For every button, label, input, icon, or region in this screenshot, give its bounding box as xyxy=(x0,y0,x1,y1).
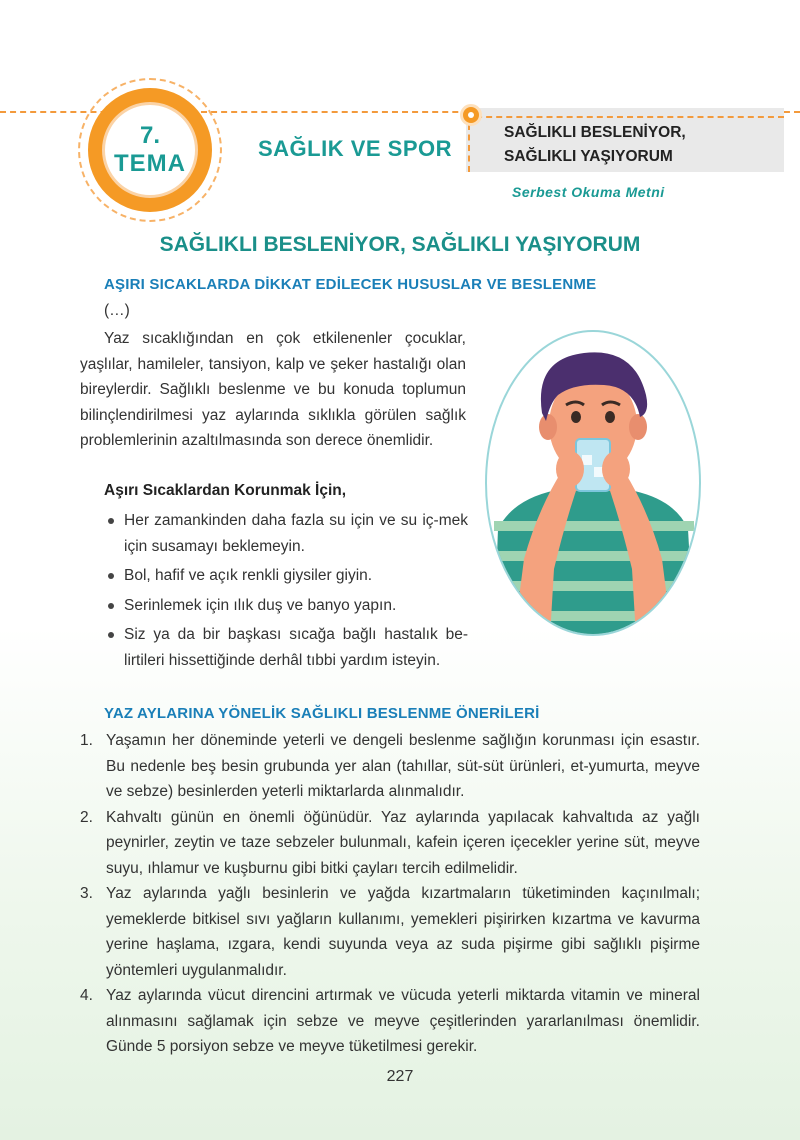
ellipsis: (…) xyxy=(104,302,130,319)
reading-title-text xyxy=(504,121,686,169)
item-text: Yaşamın her döneminde yeterli ve dengeli beslenme sağlığın korunması için esastır. Bu nedenle beş besin grubunda yer alan (tahıllar, süt-süt ürünleri, et-yumurta, meyve ve sebze) besinlerden yeterli miktarlarda alınmalıdır. xyxy=(106,732,700,800)
theme-title: SAĞLIK VE SPOR xyxy=(258,136,453,161)
list-item xyxy=(80,728,700,805)
reading-title-line2: SAĞLIKLI YAŞIYORUM xyxy=(504,148,673,165)
page-title: SAĞLIKLI BESLENİYOR, SAĞLIKLI YAŞIYORUM xyxy=(159,233,641,256)
section1-heading: AŞIRI SICAKLARDA DİKKAT EDİLECEK HUSUSLAR VE BESLENME xyxy=(104,276,597,293)
item-text: Kahvaltı günün en önemli öğünüdür. Yaz aylarında yapılacak kahvaltıda az yağlı peynirler, zeytin ve taze sebzeler bulunmalı, kafein içeren içecekler yerine süt, meyve suyu, ıhlamur ve kuşburnu gibi bitki çayları tercih edilmelidir. xyxy=(106,808,700,877)
page-number: 227 xyxy=(386,1068,414,1085)
protection-subheading: Aşırı Sıcaklardan Korunmak İçin, xyxy=(104,482,347,499)
title-box-vertical-dash xyxy=(468,124,470,172)
theme-badge-inner xyxy=(102,102,198,198)
list-item xyxy=(80,983,700,1060)
protection-list xyxy=(104,508,468,677)
item-number: 4. xyxy=(80,987,93,1004)
section1-paragraph: Yaz sıcaklığından en çok etkilenenler çocuklar, yaşlılar, hamileler, tansiyon, kalp ve şeker hastalığı olan bireylerdir. Sağlıklı beslenme ve bu konuda toplumun bilinçlendirilmesi yaz aylarında sıklıkla görülen sağlık problemlerinin azaltılmasında son derece önemlidir. xyxy=(80,330,466,449)
item-number: 3. xyxy=(80,885,93,902)
orange-dot-marker xyxy=(460,104,482,126)
theme-badge xyxy=(88,88,212,212)
section2-heading: YAZ AYLARINA YÖNELİK SAĞLIKLI BESLENME ÖNERİLERİ xyxy=(104,705,540,722)
theme-label: TEMA xyxy=(114,150,186,177)
list-item: Bol, hafif ve açık renkli giysiler giyin. xyxy=(104,563,468,589)
item-number: 1. xyxy=(80,732,93,749)
recommendations-list xyxy=(80,728,700,1060)
list-item: Siz ya da bir başkası sıcağa bağlı hastalık be-lirtileri hissettiğinde derhâl tıbbi yardım isteyin. xyxy=(104,622,468,673)
boy-drinking-water-illustration xyxy=(484,329,702,637)
item-number: 2. xyxy=(80,808,93,826)
list-item: Her zamankinden daha fazla su için ve su iç-mek için susamayı beklemeyin. xyxy=(104,508,468,559)
list-item xyxy=(80,805,700,882)
title-box-dash xyxy=(466,116,784,118)
reading-type-subtitle: Serbest Okuma Metni xyxy=(512,184,665,200)
theme-number: 7. xyxy=(139,122,160,149)
item-text: Yaz aylarında vücut direncini artırmak ve vücuda yeterli miktarda vitamin ve mineral alınmasını sağlamak için sebze ve meyve çeşitlerinden yararlanılması önemlidir. Günde 5 porsiyon sebze ve meyve tüketilmesi gerekir. xyxy=(106,987,700,1055)
list-item: Serinlemek için ılık duş ve banyo yapın. xyxy=(104,593,468,619)
list-item xyxy=(80,881,700,983)
item-text: Yaz aylarında yağlı besinlerin ve yağda kızartmaların tüketiminden kaçınılmalı; yemeklerde bitkisel sıvı yağların kullanımı, yemekleri pişirirken kızartma ve kavurma yerine haşlama, ızgara, kendi suyunda veya az suda pişirme gibi sağlıklı pişirme yöntemleri uygulanmalıdır. xyxy=(106,885,700,979)
reading-title-line1: SAĞLIKLI BESLENİYOR, xyxy=(504,124,686,141)
